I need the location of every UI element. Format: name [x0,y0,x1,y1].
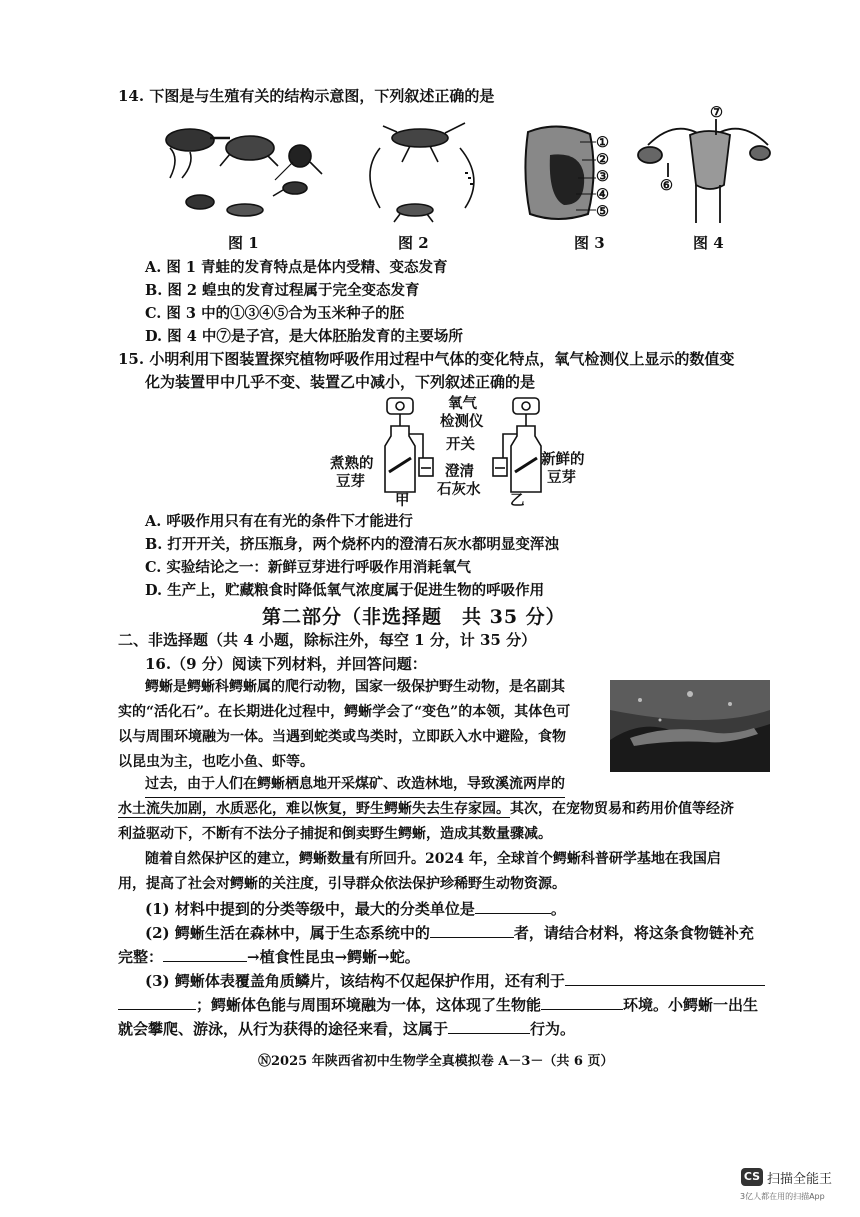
apparatus-yi-label: 乙 [510,492,525,509]
oxygen-meter-label-2: 检测仪 [440,413,484,430]
q16-p3-line1: 随着自然保护区的建立，鳄蜥数量有所回升。2024 年，全球首个鳄蜥科普研学基地在我国启 [145,851,721,867]
q16-sub2-text-d: →植食性昆虫→鳄蜥→蛇。 [247,948,420,966]
q14-option-d[interactable]: D. 图 4 中⑦是子宫，是大体胚胎发育的主要场所 [145,328,463,345]
answer-blank-6[interactable] [448,1018,530,1034]
q16-p2-line2-rest: 其次，在宠物贸易和药用价值等经济 [510,801,734,817]
q16-sub2-text-a: (2) 鳄蜥生活在森林中，属于生态系统中的 [145,924,430,942]
q15-stem-line2: 化为装置甲中几乎不变、装置乙中减小，下列叙述正确的是 [145,373,536,391]
answer-blank-4[interactable] [565,970,765,986]
switch-label: 开关 [446,436,475,453]
q16-sub3-text-b: ；鳄蜥体色能与周围环境融为一体，这体现了生物能 [196,996,542,1014]
q16-p1-line2: 实的“活化石”。在长期进化过程中，鳄蜥学会了“变色”的本领，其体色可 [118,704,571,720]
q16-p3-line2: 用，提高了社会对鳄蜥的关注度，引导群众依法保护珍稀野生动物资源。 [118,876,566,892]
q16-sub3-text-d: 就会攀爬、游泳，从行为获得的途径来看，这属于 [118,1020,449,1038]
q16-sub3-text-e: 行为。 [530,1020,576,1038]
q16-sub2-text-b: 者，请结合材料，将这条食物链补充 [513,924,754,942]
limewater-label-1: 澄清 [445,463,474,480]
fig2-label: 图 2 [398,234,429,252]
q15-option-b[interactable]: B. 打开开关，挤压瓶身，两个烧杯内的澄清石灰水都明显变浑浊 [145,536,559,553]
q14-option-a[interactable]: A. 图 1 青蛙的发育特点是体内受精、变态发育 [145,259,448,276]
q16-p1-line1: 鳄蜥是鳄蜥科鳄蜥属的爬行动物，国家一级保护野生动物，是名副其 [145,679,565,695]
q16-sub3-cont [118,994,758,1015]
q16-p1-line4: 以昆虫为主，也吃小鱼、虾等。 [118,754,314,770]
page-footer: Ⓝ2025 年陕西省初中生物学全真模拟卷 A－3－（共 6 页） [258,1054,614,1069]
camscanner-tagline: 3亿人都在用的扫描App [740,1192,825,1201]
section-header: 二、非选择题（共 4 小题，除标注外，每空 1 分，计 35 分） [118,631,537,649]
answer-blank-3[interactable] [163,946,247,962]
fig4-marker-6: ⑥ [660,177,673,194]
part2-title: 第二部分（非选择题 共 35 分） [262,606,566,628]
q16-sub1-period: 。 [550,900,566,918]
camscanner-name: 扫描全能王 [767,1172,833,1187]
answer-blank-1[interactable] [475,898,551,914]
q15-stem-line1: 15. 小明利用下图装置探究植物呼吸作用过程中气体的变化特点，氧气检测仪上显示的数值变 [118,350,735,368]
q16-sub1-text: (1) 材料中提到的分类等级中，最大的分类单位是 [145,900,475,918]
q15-option-a[interactable]: A. 呼吸作用只有在有光的条件下才能进行 [145,513,413,530]
q16-p2-line2 [118,797,734,822]
answer-blank-5[interactable] [541,994,623,1010]
q16-p2-line1: 过去，由于人们在鳄蜥栖息地开采煤矿、改造林地，导致溪流两岸的 [145,772,565,798]
answer-blank-2[interactable] [430,922,514,938]
q16-p1-line3: 以与周围环境融为一体。当遇到蛇类或鸟类时，立即跃入水中避险，食物 [118,729,566,745]
q16-p2-line2-underlined: 水土流失加剧，水质恶化，难以恢复，野生鳄蜥失去生存家园。 [118,801,510,817]
fig3-label: 图 3 [574,234,605,252]
boiled-sprout-label-1: 煮熟的 [330,455,374,472]
fig3-marker-1: ① [596,134,609,151]
q16-sub1 [145,898,566,919]
q16-sub3-cont2 [118,1018,575,1039]
uterus-figure [628,105,778,230]
q16-stem: 16.（9 分）阅读下列材料，并回答问题： [145,655,427,673]
q16-sub3-text-a: (3) 鳄蜥体表覆盖角质鳞片，该结构不仅起保护作用，还有利于 [145,972,565,990]
fresh-sprout-label-2: 豆芽 [547,469,576,486]
fig3-marker-5: ⑤ [596,203,609,220]
q16-sub2 [145,922,754,943]
q16-sub2-text-c: 完整： [118,948,164,966]
apparatus-jia-label: 甲 [395,492,410,509]
q16-sub3-text-c: 环境。小鳄蜥一出生 [623,996,759,1014]
fig4-marker-7: ⑦ [710,104,723,121]
q15-option-d[interactable]: D. 生产上，贮藏粮食时降低氧气浓度属于促进生物的呼吸作用 [145,582,545,599]
fig3-marker-2: ② [596,151,609,168]
fig1-label: 图 1 [228,234,259,252]
crocodile-lizard-photo [610,680,770,772]
q16-sub2-cont [118,946,420,967]
q16-sub3 [145,970,765,991]
answer-blank-4-cont[interactable] [118,994,196,1010]
q14-option-b[interactable]: B. 图 2 蝗虫的发育过程属于完全变态发育 [145,282,420,299]
boiled-sprout-label-2: 豆芽 [336,473,365,490]
fresh-sprout-label-1: 新鲜的 [541,451,585,468]
q14-option-c[interactable]: C. 图 3 中的①③④⑤合为玉米种子的胚 [145,305,405,322]
q15-option-c[interactable]: C. 实验结论之一：新鲜豆芽进行呼吸作用消耗氧气 [145,559,471,576]
grasshopper-lifecycle-figure [345,118,495,228]
oxygen-meter-label-1: 氧气 [448,395,477,412]
fig3-marker-4: ④ [596,186,609,203]
camscanner-logo: CS [741,1168,763,1186]
q16-p2-line3: 利益驱动下，不断有不法分子捕捉和倒卖野生鳄蜥，造成其数量骤减。 [118,826,552,842]
limewater-label-2: 石灰水 [437,481,481,498]
frog-lifecycle-figure [150,118,330,228]
fig4-label: 图 4 [693,234,724,252]
fig3-marker-3: ③ [596,168,609,185]
q14-stem: 14. 下图是与生殖有关的结构示意图，下列叙述正确的是 [118,87,495,105]
